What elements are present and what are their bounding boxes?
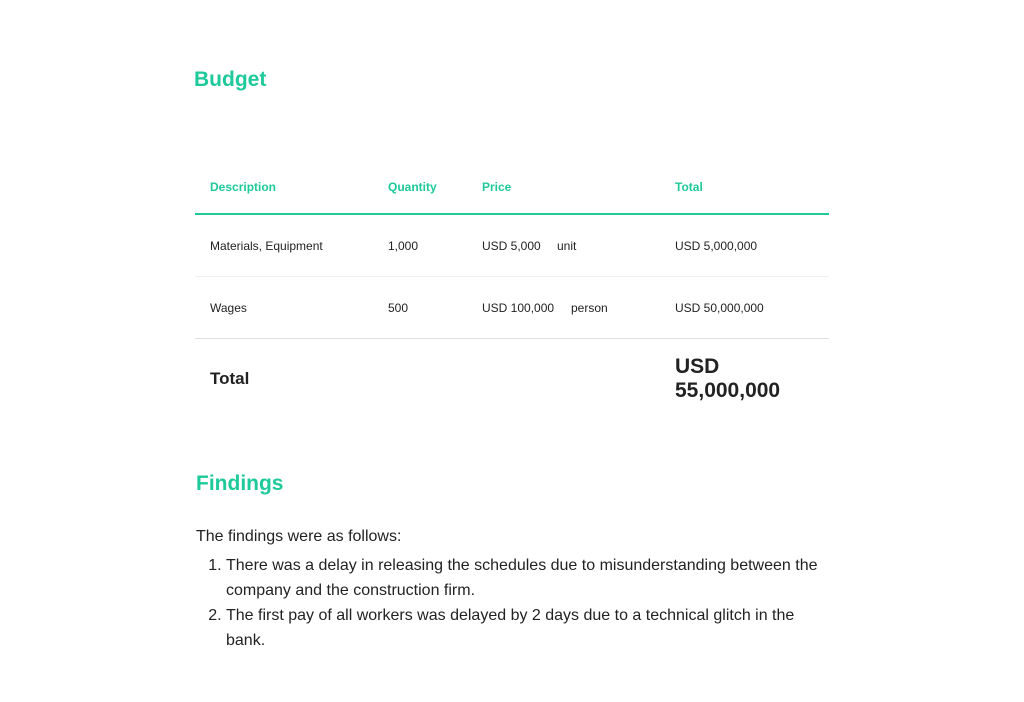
header-price: Price (482, 179, 512, 194)
list-item: 2. The first pay of all workers was delayed by 2 days due to a technical glitch in the bank. (226, 603, 826, 653)
cell-quantity: 500 (388, 300, 409, 315)
cell-unit: person (571, 300, 608, 315)
budget-heading: Budget (194, 68, 267, 91)
findings-heading: Findings (196, 472, 284, 495)
table-row (195, 215, 829, 277)
cell-description: Materials, Equipment (210, 238, 323, 253)
findings-intro: The findings were as follows: (196, 528, 402, 545)
total-value: USD 55,000,000 (675, 355, 781, 402)
cell-price: USD 100,000 (482, 300, 555, 315)
header-quantity: Quantity (388, 179, 437, 194)
table-header (195, 160, 829, 215)
cell-description: Wages (210, 300, 247, 315)
cell-total: USD 5,000,000 (675, 238, 758, 253)
header-total: Total (675, 179, 703, 194)
cell-price: USD 5,000 (482, 238, 541, 253)
findings-list (196, 553, 826, 653)
table-row (195, 277, 829, 339)
budget-table (195, 160, 829, 419)
cell-quantity: 1,000 (388, 238, 419, 253)
total-row (195, 339, 829, 419)
cell-unit: unit (557, 238, 577, 253)
list-item: 1. There was a delay in releasing the schedules due to misunderstanding between the company and the construction firm. (226, 553, 826, 603)
total-label: Total (210, 369, 250, 388)
cell-total: USD 50,000,000 (675, 300, 764, 315)
header-description: Description (210, 179, 277, 194)
